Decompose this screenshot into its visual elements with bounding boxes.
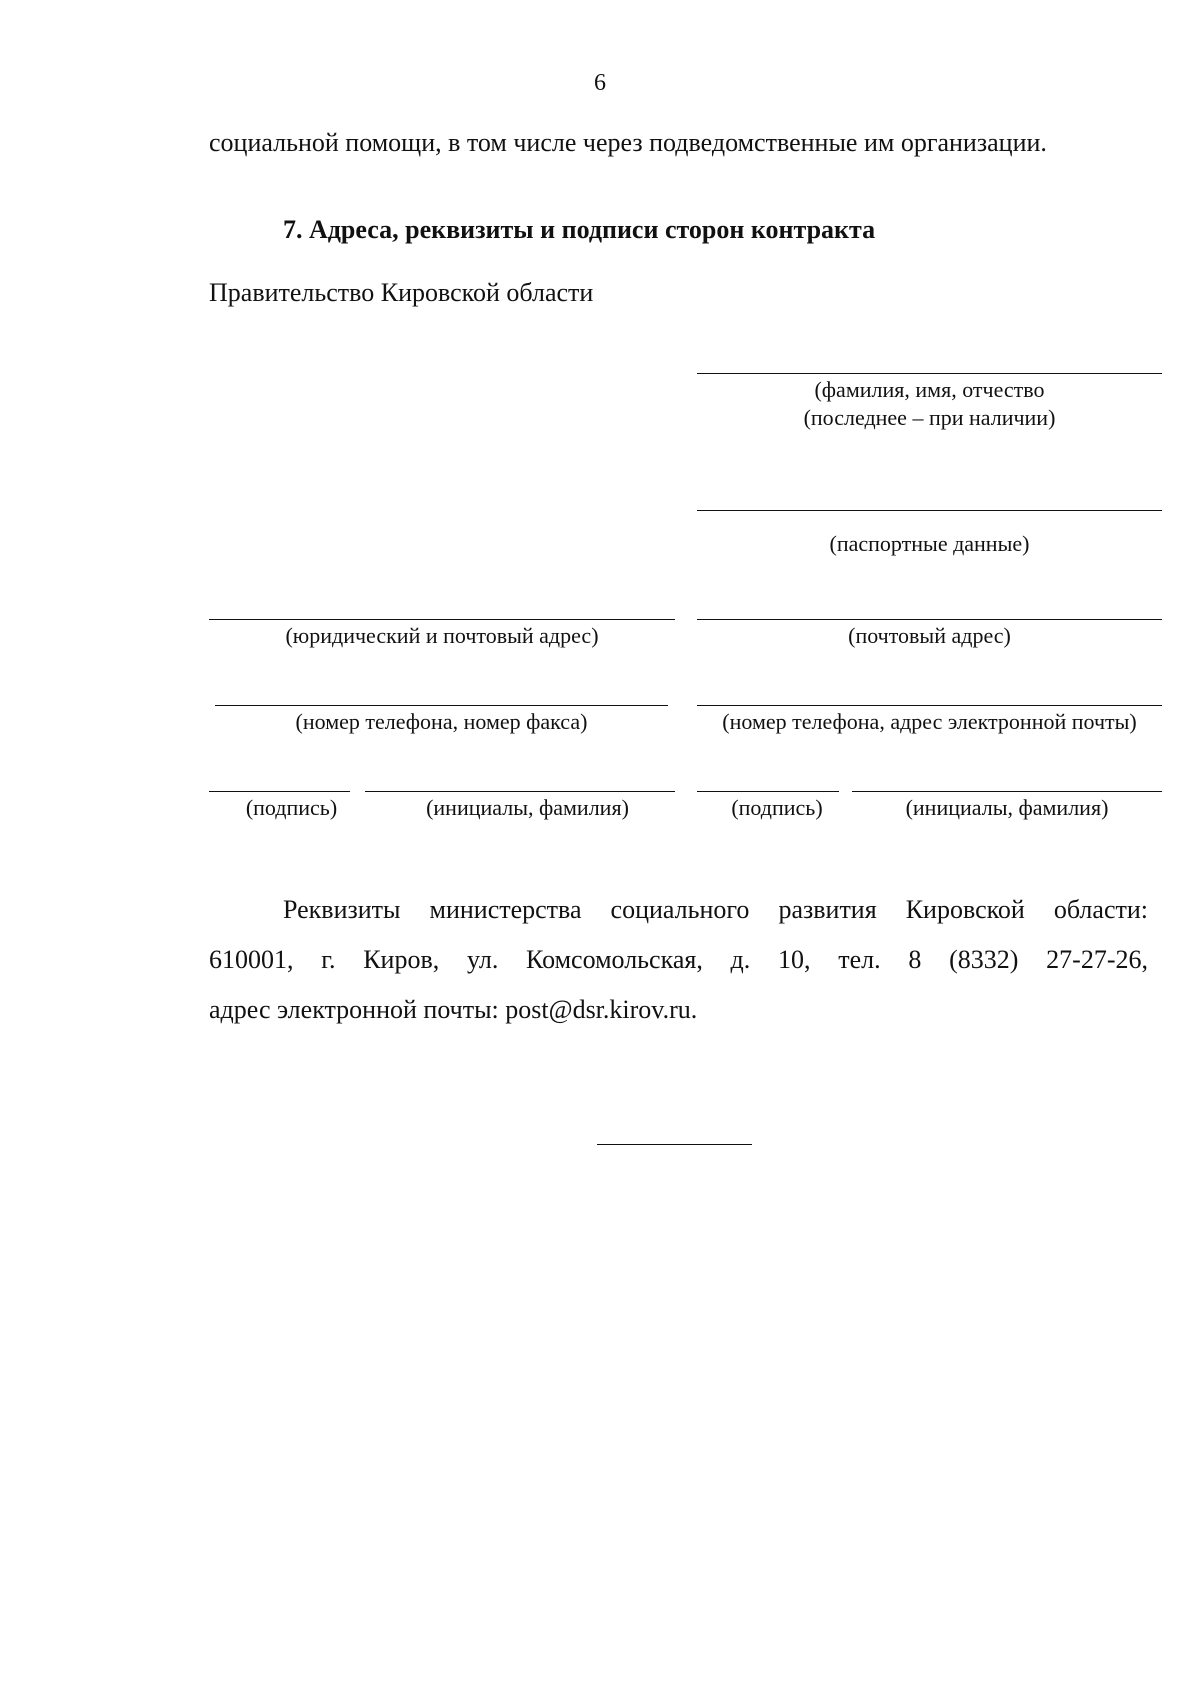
closing-separator (597, 1144, 752, 1145)
right-signature-caption: (подпись) (731, 795, 823, 820)
right-initials-line (852, 791, 1162, 792)
left-address-line (209, 619, 675, 620)
left-phone-line (215, 705, 668, 706)
fio-line (697, 373, 1162, 374)
requisites-line1: Реквизиты министерства социального развития Кировской области: (283, 895, 1148, 924)
right-initials-caption: (инициалы, фамилия) (905, 795, 1109, 820)
right-address-caption: (почтовый адрес) (848, 623, 1011, 648)
requisites-line2: 610001, г. Киров, ул. Комсомольская, д. 10, тел. 8 (8332) 27-27-26, (209, 945, 1148, 974)
fio-caption-line1: (фамилия, имя, отчество (814, 377, 1045, 402)
section-title: 7. Адреса, реквизиты и подписи сторон контракта (283, 215, 876, 244)
left-initials-caption: (инициалы, фамилия) (426, 795, 629, 820)
right-address-line (697, 619, 1162, 620)
passport-caption: (паспортные данные) (829, 531, 1030, 556)
passport-line (697, 510, 1162, 511)
fio-caption-line2: (последнее – при наличии) (803, 405, 1056, 430)
left-initials-line (365, 791, 675, 792)
requisites-line3: адрес электронной почты: post@dsr.kirov.ru. (209, 995, 698, 1024)
right-phone-caption: (номер телефона, адрес электронной почты) (722, 709, 1137, 734)
left-signature-line (209, 791, 350, 792)
right-phone-line (697, 705, 1162, 706)
left-address-caption: (юридический и почтовый адрес) (285, 623, 599, 648)
page-number: 6 (594, 70, 606, 96)
left-signature-caption: (подпись) (245, 795, 338, 820)
party-left-name: Правительство Кировской области (209, 278, 594, 307)
intro-line: социальной помощи, в том числе через подведомственные им организации. (209, 128, 1047, 157)
right-signature-line (697, 791, 839, 792)
left-phone-caption: (номер телефона, номер факса) (295, 709, 588, 734)
